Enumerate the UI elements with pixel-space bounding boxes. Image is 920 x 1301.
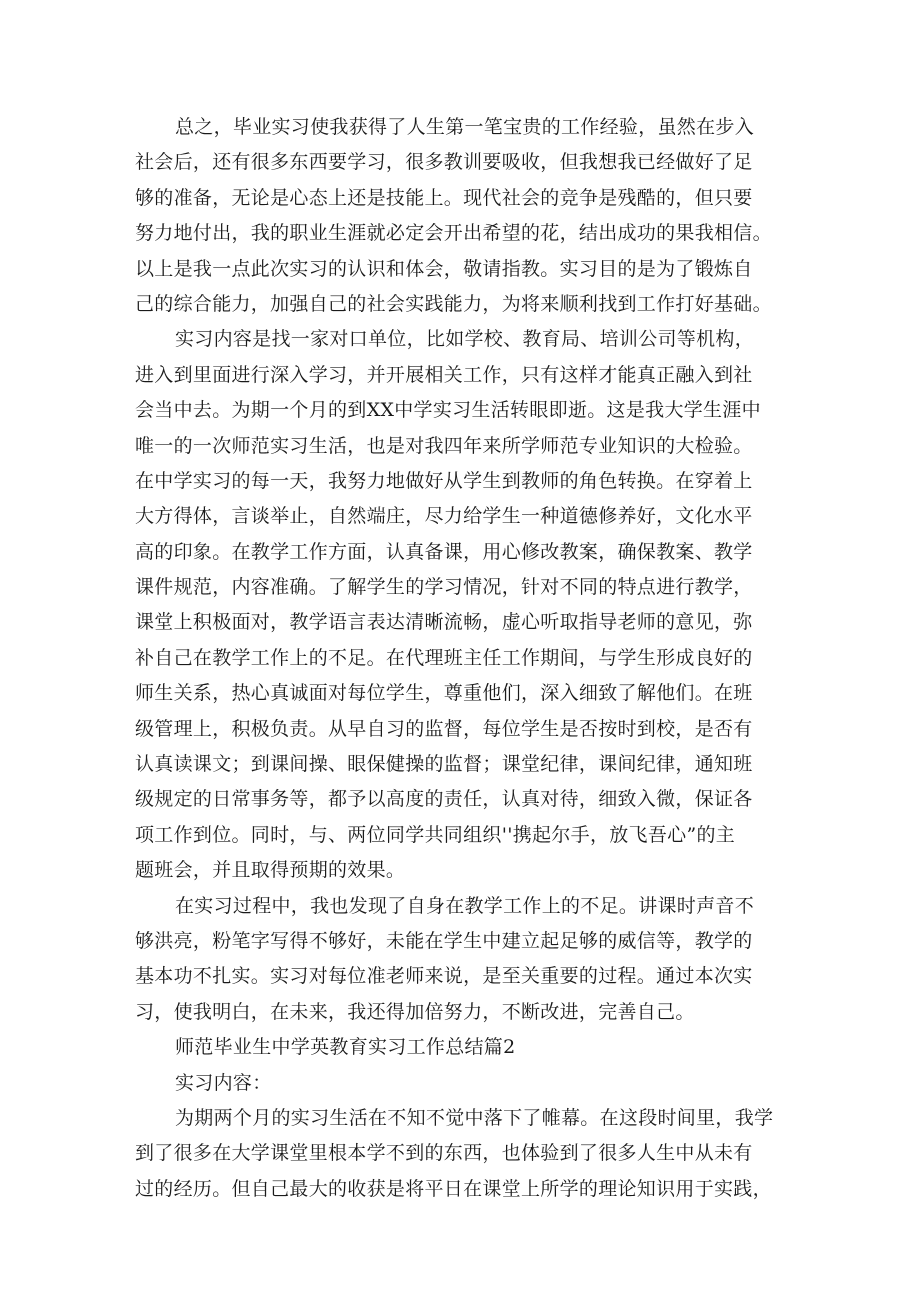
text-line: 己的综合能力，加强自己的社会实践能力，为将来顺利找到工作打好基础。 — [135, 292, 772, 315]
text-line: 实习内容： — [175, 1071, 272, 1094]
text-line: 题班会，并且取得预期的效果。 — [135, 859, 406, 882]
text-line: 到了很多在大学课堂里根本学不到的东西，也体验到了很多人生中从未有 — [135, 1142, 753, 1165]
text-line: 进入到里面进行深入学习，并开展相关工作，只有这样才能真正融入到社 — [135, 363, 753, 386]
text-line: 为期两个月的实习生活在不知不觉中落下了帷幕。在这段时间里，我学 — [175, 1106, 774, 1129]
text-line: 课堂上积极面对，教学语言表达清晰流畅，虚心听取指导老师的意见，弥 — [135, 611, 753, 634]
document-body — [135, 110, 795, 1207]
text-line: 补自己在教学工作上的不足。在代理班主任工作期间，与学生形成良好的 — [135, 646, 753, 669]
text-line: 会当中去。为期一个月的到XX中学实习生活转眼即逝。这是我大学生涯中 — [135, 399, 761, 422]
text-line: 以上是我一点此次实习的认识和体会，敬请指教。实习目的是为了锻炼自 — [135, 257, 753, 280]
text-line: 认真读课文；到课间操、眼保健操的监督；课堂纪律，课间纪律，通知班 — [135, 753, 753, 776]
text-line: 够的准备，无论是心态上还是技能上。现代社会的竞争是残酷的，但只要 — [135, 186, 753, 209]
text-line: 够洪亮，粉笔字写得不够好，未能在学生中建立起足够的威信等，教学的 — [135, 929, 753, 952]
text-line: 过的经历。但自己最大的收获是将平日在课堂上所学的理论知识用于实践， — [135, 1177, 772, 1200]
text-line: 努力地付出，我的职业生涯就必定会开出希望的花，结出成功的果我相信。 — [135, 222, 772, 245]
text-line: 习，使我明白，在未来，我还得加倍努力，不断改进，完善自己。 — [135, 1000, 695, 1023]
text-line: 在实习过程中，我也发现了自身在教学工作上的不足。讲课时声音不 — [175, 894, 755, 917]
text-line: 基本功不扎实。实习对每位准老师来说，是至关重要的过程。通过本次实 — [135, 965, 753, 988]
text-line: 实习内容是找一家对口单位，比如学校、教育局、培训公司等机构， — [175, 328, 755, 351]
text-line: 级管理上，积极负责。从早自习的监督，每位学生是否按时到校，是否有 — [135, 717, 753, 740]
text-line: 唯一的一次师范实习生活，也是对我四年来所学师范专业知识的大检验。 — [135, 434, 753, 457]
text-line: 高的印象。在教学工作方面，认真备课，用心修改教案，确保教案、教学 — [135, 540, 753, 563]
text-line: 社会后，还有很多东西要学习，很多教训要吸收，但我想我已经做好了足 — [135, 151, 753, 174]
text-line: 师生关系，热心真诚面对每位学生，尊重他们，深入细致了解他们。在班 — [135, 682, 753, 705]
text-line: 项工作到位。同时，与、两位同学共同组织''携起尔手，放飞吾心”的主 — [135, 823, 736, 846]
text-line: 课件规范，内容准确。了解学生的学习情况，针对不同的特点进行教学， — [135, 576, 753, 599]
text-line: 级规定的日常事务等，都予以高度的责任，认真对待，细致入微，保证各 — [135, 788, 753, 811]
text-line: 总之，毕业实习使我获得了人生第一笔宝贵的工作经验，虽然在步入 — [175, 116, 755, 138]
text-line: 师范毕业生中学英教育实习工作总结篇2 — [175, 1036, 516, 1059]
text-line: 在中学实习的每一天，我努力地做好从学生到教师的角色转换。在穿着上 — [135, 469, 753, 492]
text-line: 大方得体，言谈举止，自然端庄，尽力给学生一种道德修养好，文化水平 — [135, 505, 753, 528]
